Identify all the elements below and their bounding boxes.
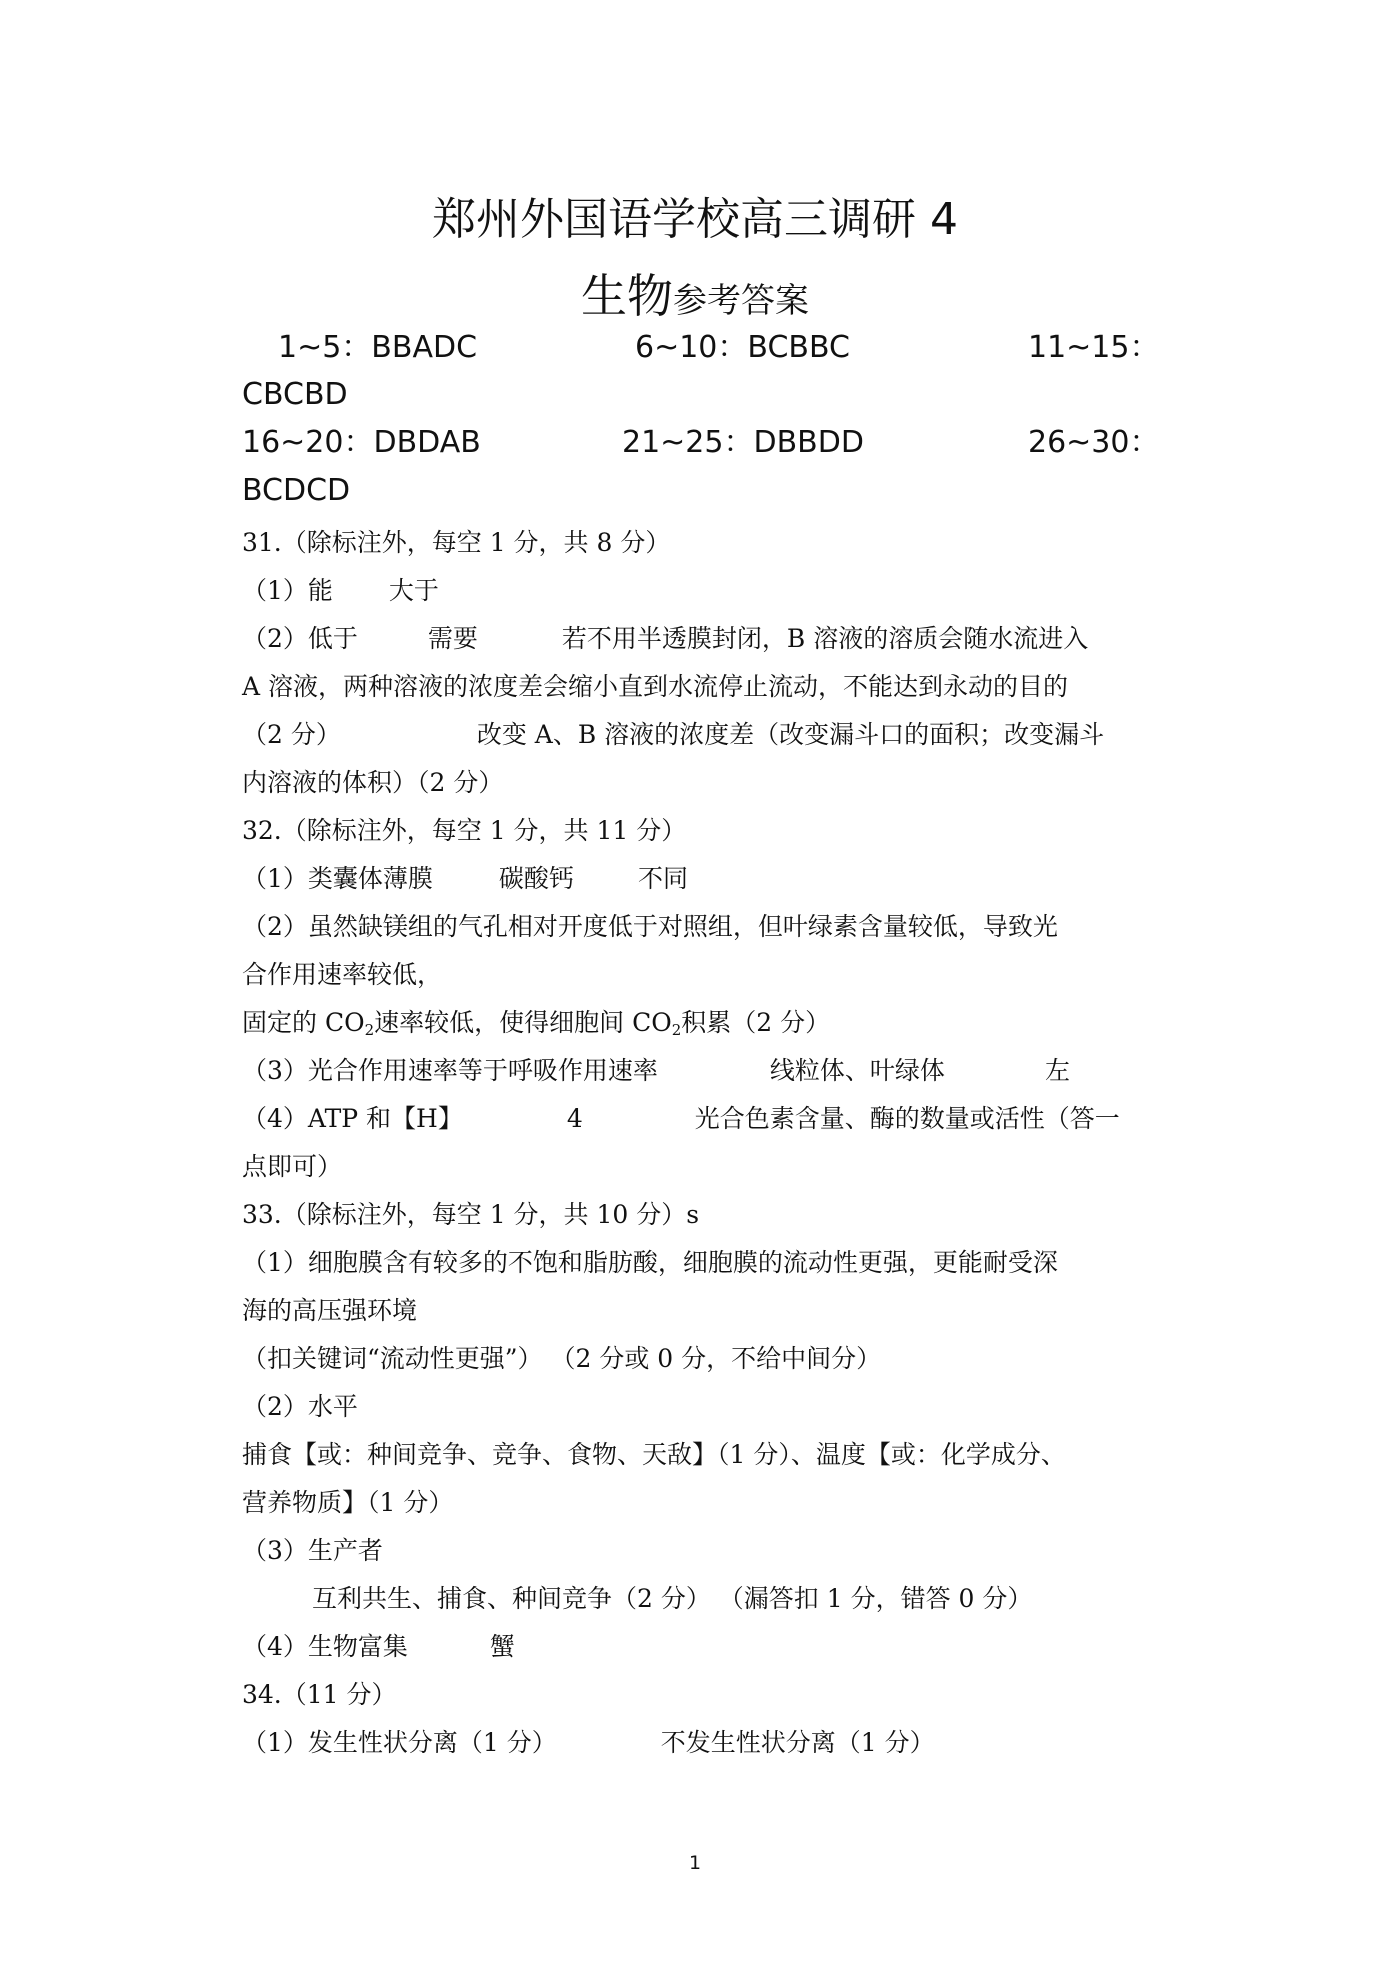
q31-2-answer-a: （2）低于 <box>242 624 358 653</box>
subscript-2: 2 <box>364 1020 375 1039</box>
q32-3-answer-a: （3）光合作用速率等于呼吸作用速率 <box>242 1056 658 1085</box>
q32-text-part-2: 速率较低，使得细胞间 CO <box>374 1008 672 1037</box>
q34-heading: 34.（11 分） <box>242 1680 397 1709</box>
q32-line-6 <box>242 1101 1120 1137</box>
q32-line-5 <box>242 1053 1070 1089</box>
q32-1-answer-b: 碳酸钙 <box>498 864 574 893</box>
document-subtitle <box>0 266 1390 337</box>
q32-1-answer-a: （1）类囊体薄膜 <box>242 864 433 893</box>
q33-4-answer-b: 蟹 <box>489 1632 515 1661</box>
q32-line-1 <box>242 861 688 897</box>
q33-line-1: （1）细胞膜含有较多的不饱和脂肪酸，细胞膜的流动性更强，更能耐受深 <box>242 1248 1058 1277</box>
q31-line-3: A 溶液，两种溶液的浓度差会缩小直到水流停止流动，不能达到永动的目的 <box>242 672 1069 701</box>
q32-1-answer-c: 不同 <box>637 864 688 893</box>
q34-line-1 <box>242 1725 935 1761</box>
q32-line-3: 合作用速率较低， <box>242 960 443 989</box>
q32-heading: 32.（除标注外，每空 1 分，共 11 分） <box>242 816 687 845</box>
q32-line-7: 点即可） <box>242 1152 343 1181</box>
answer-16-20: 16~20：DBDAB <box>242 425 481 460</box>
subscript-2: 2 <box>671 1020 682 1039</box>
q32-3-answer-c: 左 <box>1044 1056 1070 1085</box>
q32-text-part-1: 固定的 CO <box>242 1008 365 1037</box>
q33-line-5: 捕食【或：种间竞争、竞争、食物、天敌】（1 分）、温度【或：化学成分、 <box>242 1440 1066 1469</box>
q31-line-1 <box>242 573 439 609</box>
answer-1-5: 1~5：BBADC <box>278 330 478 365</box>
q32-3-answer-b: 线粒体、叶绿体 <box>769 1056 945 1085</box>
answer-6-10: 6~10：BCBBC <box>635 330 850 365</box>
q31-score-note: （2 分） <box>242 720 341 749</box>
q31-heading: 31.（除标注外，每空 1 分，共 8 分） <box>242 528 671 557</box>
answer-26-30-value: BCDCD <box>242 473 351 508</box>
q33-line-8: 互利共生、捕食、种间竞争（2 分） （漏答扣 1 分，错答 0 分） <box>312 1584 1033 1613</box>
q31-line-4 <box>242 717 1104 753</box>
q32-4-answer-b: 4 <box>566 1104 583 1133</box>
subtitle-suffix: 参考答案 <box>673 281 809 321</box>
q32-4-answer-a: （4）ATP 和【H】 <box>242 1104 463 1133</box>
page-number: 1 <box>688 1852 702 1874</box>
q33-heading: 33.（除标注外，每空 1 分，共 10 分）s <box>242 1200 700 1229</box>
answer-21-25: 21~25：DBBDD <box>622 425 864 460</box>
q32-line-2: （2）虽然缺镁组的气孔相对开度低于对照组，但叶绿素含量较低，导致光 <box>242 912 1058 941</box>
q32-line-4 <box>242 1005 830 1048</box>
q33-4-answer-a: （4）生物富集 <box>242 1632 408 1661</box>
answer-26-30-label: 26~30： <box>1028 425 1160 460</box>
q33-line-7: （3）生产者 <box>242 1536 383 1565</box>
q33-line-3: （扣关键词“流动性更强”） （2 分或 0 分，不给中间分） <box>242 1344 882 1373</box>
q34-1-answer-a: （1）发生性状分离（1 分） <box>242 1728 557 1757</box>
document-title: 郑州外国语学校高三调研 4 <box>432 194 958 245</box>
q31-line-5: 内溶液的体积）（2 分） <box>242 768 504 797</box>
q33-line-9 <box>242 1629 515 1665</box>
q33-line-4: （2）水平 <box>242 1392 358 1421</box>
answer-11-15-label: 11~15： <box>1028 330 1160 365</box>
q31-2-answer-b: 需要 <box>427 624 478 653</box>
q33-line-6: 营养物质】（1 分） <box>242 1488 454 1517</box>
q32-text-part-3: 积累（2 分） <box>681 1008 831 1037</box>
q32-4-answer-c: 光合色素含量、酶的数量或活性（答一 <box>694 1104 1120 1133</box>
q34-1-answer-b: 不发生性状分离（1 分） <box>660 1728 935 1757</box>
q31-line-2 <box>242 621 1088 657</box>
subject-name: 生物 <box>581 269 673 323</box>
q31-2-answer-c: 若不用半透膜封闭，B 溶液的溶质会随水流进入 <box>561 624 1089 653</box>
q31-2-answer-d: 改变 A、B 溶液的浓度差（改变漏斗口的面积；改变漏斗 <box>476 720 1105 749</box>
q31-1-answer-b: 大于 <box>388 576 439 605</box>
answer-11-15-value: CBCBD <box>242 377 348 412</box>
q33-line-2: 海的高压强环境 <box>242 1296 418 1325</box>
q31-1-answer-a: （1）能 <box>242 576 333 605</box>
